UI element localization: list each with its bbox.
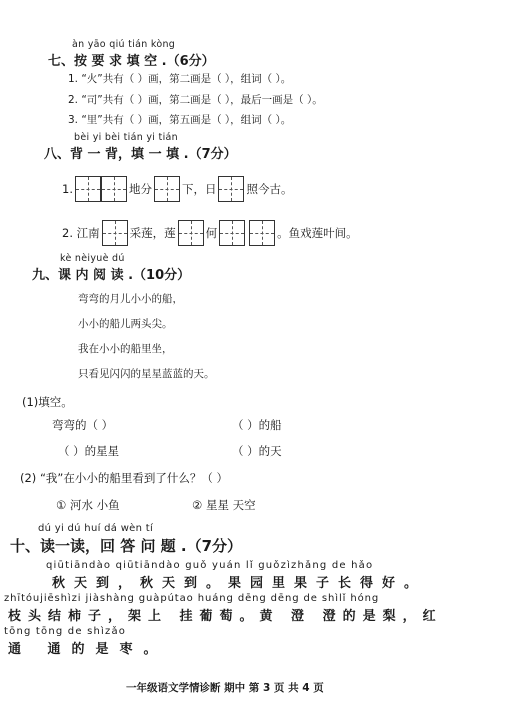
tianzige-box[interactable] bbox=[218, 176, 244, 202]
passage-line-1: 秋天到，秋天到。果园里果子长得好。 bbox=[52, 576, 427, 591]
fill-weather-a: 弯弯的（ ） bbox=[52, 418, 114, 432]
line1-text-c: 照今古。 bbox=[246, 182, 293, 196]
tianzige-box[interactable] bbox=[178, 220, 204, 246]
tianzige-box[interactable] bbox=[75, 176, 101, 202]
line2-prefix: 2. 江南 bbox=[62, 226, 100, 240]
tianzige-box[interactable] bbox=[219, 220, 245, 246]
section-7-pinyin: àn yāo qiú tián kòng bbox=[72, 39, 176, 50]
poem-line-3: 我在小小的船里坐， bbox=[78, 343, 173, 355]
question-1-label: (1)填空。 bbox=[22, 395, 73, 409]
section-10-title: 十、读一读，回 答 问 题 .（7分） bbox=[10, 537, 243, 555]
page-footer: 一年级语文学情诊断 期中 第 3 页 共 4 页 bbox=[126, 682, 324, 694]
line1-text-b: 下，日 bbox=[181, 182, 217, 196]
section-7-q2: 2. “司”共有（ ）画，第二画是（ ），最后一画是（ ）。 bbox=[68, 94, 323, 106]
fill-stars: （ ）的星星 bbox=[58, 444, 120, 458]
line1-text-a: 地分 bbox=[128, 182, 152, 196]
fill-boat: （ ）的船 bbox=[232, 418, 282, 432]
recite-line-1 bbox=[62, 176, 292, 202]
tianzige-box[interactable] bbox=[249, 220, 275, 246]
option-1: ① 河水 小鱼 bbox=[56, 498, 120, 512]
section-7-q3: 3. “里”共有（ ）画，第五画是（ ），组词（ ）。 bbox=[68, 114, 292, 126]
section-7-q1: 1. “火”共有（ ）画，第二画是（ ），组词（ ）。 bbox=[68, 73, 292, 85]
line2-text-b: 何 bbox=[205, 226, 218, 240]
passage-line-2-pinyin: zhītóujiēshìzi jiàshàng guàpútao huáng dēng dēng de shìlǐ hóng bbox=[4, 593, 380, 604]
question-2: (2) “我”在小小的船里看到了什么？（ ） bbox=[20, 471, 229, 485]
section-9-title: 九、课 内 阅 读 .（10分） bbox=[32, 268, 191, 283]
recite-line-2 bbox=[62, 220, 358, 246]
line2-text-a: 采莲，莲 bbox=[129, 226, 176, 240]
tianzige-box[interactable] bbox=[101, 176, 127, 202]
section-7-title: 七、按 要 求 填 空 .（6分） bbox=[48, 54, 215, 69]
poem-line-1: 弯弯的月儿小小的船， bbox=[78, 293, 183, 305]
section-9-pinyin: kè nèiyuè dú bbox=[60, 253, 125, 264]
passage-line-3: 通 通的是枣。 bbox=[8, 642, 168, 657]
tianzige-box[interactable] bbox=[154, 176, 180, 202]
passage-line-1-pinyin: qiūtiāndào qiūtiāndào guǒ yuán lǐ guǒzìzhǎng de hǎo bbox=[46, 560, 374, 571]
section-10-pinyin: dú yi dú huí dá wèn tí bbox=[38, 523, 154, 534]
line2-text-c: 。鱼戏莲叶间。 bbox=[277, 226, 358, 240]
line1-number: 1. bbox=[62, 182, 73, 196]
poem-line-2: 小小的船儿两头尖。 bbox=[78, 318, 173, 330]
poem-line-4: 只看见闪闪的星星蓝蓝的天。 bbox=[78, 368, 215, 380]
section-8-pinyin: bèi yi bèi tián yi tián bbox=[74, 132, 178, 143]
tianzige-box[interactable] bbox=[102, 220, 128, 246]
passage-line-3-pinyin: tōng tōng de shìzǎo bbox=[4, 626, 127, 637]
fill-sky: （ ）的天 bbox=[232, 444, 282, 458]
option-2: ② 星星 天空 bbox=[192, 498, 256, 512]
passage-line-2: 枝头结柿子，架上 挂葡萄。黄 澄 澄的是梨，红 bbox=[8, 609, 443, 624]
section-8-title: 八、背 一 背，填 一 填 .（7分） bbox=[44, 147, 237, 162]
